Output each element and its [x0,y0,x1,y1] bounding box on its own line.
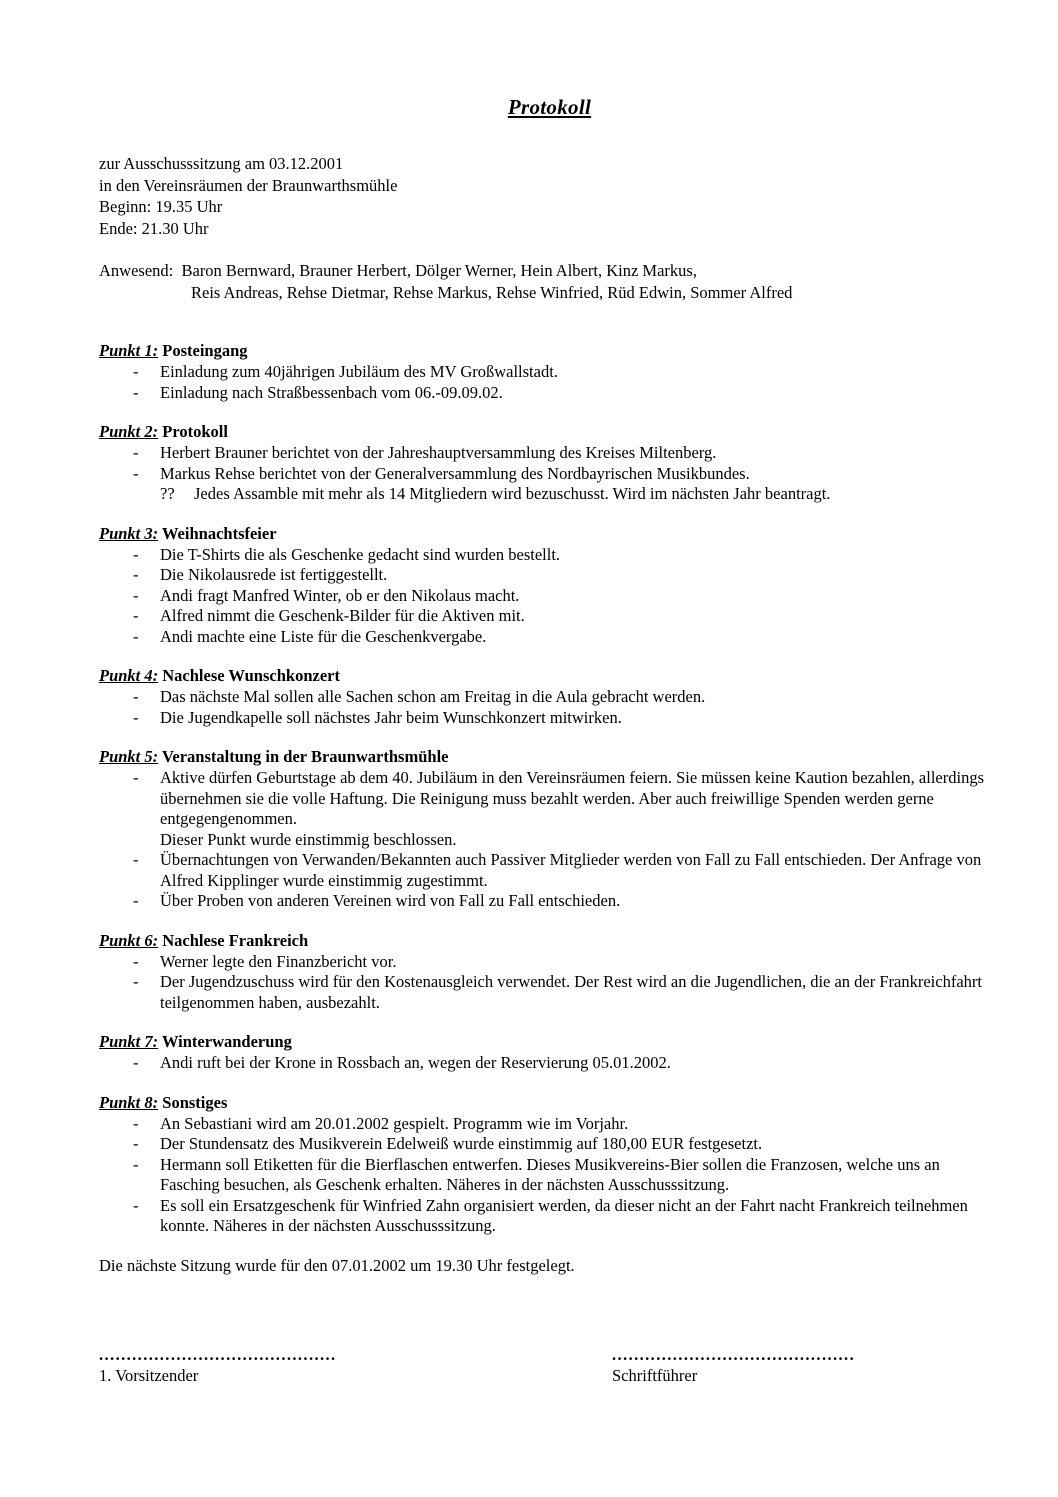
list-item-text: Andi fragt Manfred Winter, ob er den Nikolaus macht. [160,585,520,605]
bullet-dash-icon: - [133,891,139,911]
list-item-text: Über Proben von anderen Vereinen wird von Fall zu Fall entschieden. [160,891,621,911]
list-item [99,850,1000,891]
list-item [99,443,1000,464]
list-item [99,1114,1000,1135]
list-item [99,565,1000,586]
section-items [99,1114,1000,1237]
bullet-dash-icon: - [133,707,139,727]
section-number-label: Punkt 3: [99,523,159,543]
signature-label-secretary: Schriftführer [612,1366,698,1385]
section [99,523,1000,648]
section [99,1031,1000,1074]
section-number-label: Punkt 6: [99,930,159,950]
bullet-dash-icon: - [133,1053,139,1073]
bullet-dash-icon: - [133,544,139,564]
list-item-text: Einladung zum 40jährigen Jubiläum des MV Großwallstadt. [160,362,558,382]
list-item-text: Es soll ein Ersatzgeschenk für Winfried Zahn organisiert werden, da dieser nicht an der Fahrt nacht Frankreich teilnehmen konnte. Näheres in der nächsten Ausschusssitzung. [160,1195,968,1236]
list-item [99,1134,1000,1155]
section-title: Winterwanderung [161,1032,292,1052]
list-item-text: Das nächste Mal sollen alle Sachen schon am Freitag in die Aula gebracht werden. [160,687,706,707]
list-item [99,383,1000,404]
list-item [99,586,1000,607]
signature-label-chairman: 1. Vorsitzender [99,1366,199,1385]
bullet-dash-icon: - [133,1154,139,1174]
list-item-text: Der Stundensatz des Musikverein Edelweiß wurde einstimmig auf 180,00 EUR festgesetzt. [160,1134,763,1154]
section [99,1092,1000,1237]
section-heading [99,340,1000,361]
sections-container [99,340,1000,1237]
list-item [99,952,1000,973]
section-number-label: Punkt 2: [99,422,159,442]
list-item-text: Hermann soll Etiketten für die Bierflaschen entwerfen. Dieses Musikvereins-Bier sollen die Franzosen, welche uns an Fasching besuchen, als Geschenk erhalten. Näheres in der nächsten Ausschusssitzung. [160,1154,940,1195]
list-item-text: Aktive dürfen Geburtstage ab dem 40. Jubiläum in den Vereinsräumen feiern. Sie müssen keine Kaution bezahlen, allerdings übernehmen sie die volle Haftung. Die Reinigung muss bezahlt werden. Aber auch freiwillige Spenden werden gerne entgegengenommen. [160,768,985,829]
signature-secretary [612,1348,1000,1387]
list-item [99,1155,1000,1196]
list-item [99,972,1000,1013]
attendance-names-1: Baron Bernward, Brauner Herbert, Dölger Werner, Hein Albert, Kinz Markus, [181,261,697,281]
list-item [99,1196,1000,1237]
section-number-label: Punkt 5: [99,747,159,767]
document-content [99,96,1000,1276]
meta-line-end-time: Ende: 21.30 Uhr [99,218,209,238]
list-item-text: Andi ruft bei der Krone in Rossbach an, wegen der Reservierung 05.01.2002. [160,1053,671,1073]
meeting-meta-block [99,153,1000,239]
section [99,746,1000,912]
section-title: Weihnachtsfeier [161,523,277,543]
meta-line-start-time: Beginn: 19.35 Uhr [99,197,223,217]
bullet-dash-icon: - [133,626,139,646]
signature-line-secretary: ............................................ [612,1348,856,1363]
bullet-dash-icon: - [133,443,139,463]
section-items [99,768,1000,912]
bullet-dash-icon: - [133,1113,139,1133]
signature-line-chairman: ........................................... [99,1348,337,1363]
meta-line-location: in den Vereinsräumen der Braunwarthsmühle [99,175,398,195]
bullet-dash-icon: - [133,972,139,992]
section [99,665,1000,728]
bullet-dash-icon: - [133,687,139,707]
section [99,421,1000,505]
attendance-block [99,260,1000,304]
list-item-text: Andi machte eine Liste für die Geschenkvergabe. [160,626,487,646]
bullet-dash-icon: - [133,951,139,971]
list-item-text: Übernachtungen von Verwanden/Bekannten auch Passiver Mitglieder werden von Fall zu Fall entschieden. Der Anfrage von Alfred Kipplinger wurde einstimmig zugestimmt. [160,850,982,890]
list-item-text: Die T-Shirts die als Geschenke gedacht sind wurden bestellt. [160,544,561,564]
bullet-dash-icon: - [133,768,139,788]
list-item [99,545,1000,566]
list-item [99,464,1000,505]
bullet-dash-icon: - [133,565,139,585]
bullet-dash-icon: - [133,382,139,402]
list-item [99,627,1000,648]
list-item-text: Die Jugendkapelle soll nächstes Jahr beim Wunschkonzert mitwirken. [160,707,622,727]
list-item-text: Markus Rehse berichtet von der Generalversammlung des Nordbayrischen Musikbundes. [160,463,750,483]
signature-block [99,1348,1000,1387]
list-item-text: An Sebastiani wird am 20.01.2002 gespielt. Programm wie im Vorjahr. [160,1113,629,1133]
list-item-text: Alfred nimmt die Geschenk-Bilder für die Aktiven mit. [160,606,525,626]
list-item [99,687,1000,708]
section-heading [99,665,1000,686]
list-item [99,606,1000,627]
section-heading [99,930,1000,951]
list-item [99,768,1000,850]
section [99,340,1000,403]
section-heading [99,421,1000,442]
bullet-dash-icon: - [133,1195,139,1215]
list-item [99,708,1000,729]
section-items [99,443,1000,505]
page-title: Protokoll [507,95,592,119]
bullet-dash-icon: - [133,585,139,605]
note-text: Jedes Assamble mit mehr als 14 Mitgliedern wird bezuschusst. Wird im nächsten Jahr beantragt. [194,484,831,504]
bullet-dash-icon: - [133,463,139,483]
list-item-text: Die Nikolausrede ist fertiggestellt. [160,565,388,585]
list-item-text: Der Jugendzuschuss wird für den Kostenausgleich verwendet. Der Rest wird an die Jugendlichen, die an der Frankreichfahrt teilgenommen haben, ausbezahlt. [160,972,982,1012]
list-item-note [160,484,1000,505]
bullet-dash-icon: - [133,362,139,382]
section-title: Nachlese Frankreich [162,930,309,950]
signature-chairman [99,1348,612,1387]
attendance-line-1 [99,260,1000,282]
section-title: Sonstiges [162,1092,228,1112]
section-items [99,952,1000,1014]
bullet-dash-icon: - [133,1134,139,1154]
section-title: Protokoll [162,422,228,442]
section [99,930,1000,1014]
note-marker: ?? [160,484,175,504]
list-item-text: Werner legte den Finanzbericht vor. [160,951,397,971]
bullet-dash-icon: - [133,850,139,870]
section-items [99,687,1000,728]
section-items [99,1053,1000,1074]
section-title: Nachlese Wunschkonzert [162,666,340,686]
closing-statement: Die nächste Sitzung wurde für den 07.01.2002 um 19.30 Uhr festgelegt. [99,1255,575,1275]
section-items [99,362,1000,403]
list-item [99,1053,1000,1074]
attendance-label: Anwesend: [99,261,174,281]
section-number-label: Punkt 8: [99,1092,159,1112]
section-number-label: Punkt 1: [99,341,159,361]
section-heading [99,1092,1000,1113]
list-item [99,362,1000,383]
bullet-dash-icon: - [133,606,139,626]
meta-line-date: zur Ausschusssitzung am 03.12.2001 [99,154,344,174]
section-items [99,545,1000,648]
section-heading [99,1031,1000,1052]
section-number-label: Punkt 7: [99,1032,159,1052]
list-item-text: Herbert Brauner berichtet von der Jahreshauptversammlung des Kreises Miltenberg. [160,443,717,463]
list-item-text: Einladung nach Straßbessenbach vom 06.-09.09.02. [160,382,503,402]
section-title: Posteingang [162,341,248,361]
section-heading [99,523,1000,544]
section-number-label: Punkt 4: [99,666,159,686]
attendance-line-2: Reis Andreas, Rehse Dietmar, Rehse Markus, Rehse Winfried, Rüd Edwin, Sommer Alfred [191,283,793,303]
section-title: Veranstaltung in der Braunwarthsmühle [161,747,449,767]
list-item [99,891,1000,912]
section-heading [99,746,1000,767]
list-item-continuation: Dieser Punkt wurde einstimmig beschlossen. [160,829,457,849]
